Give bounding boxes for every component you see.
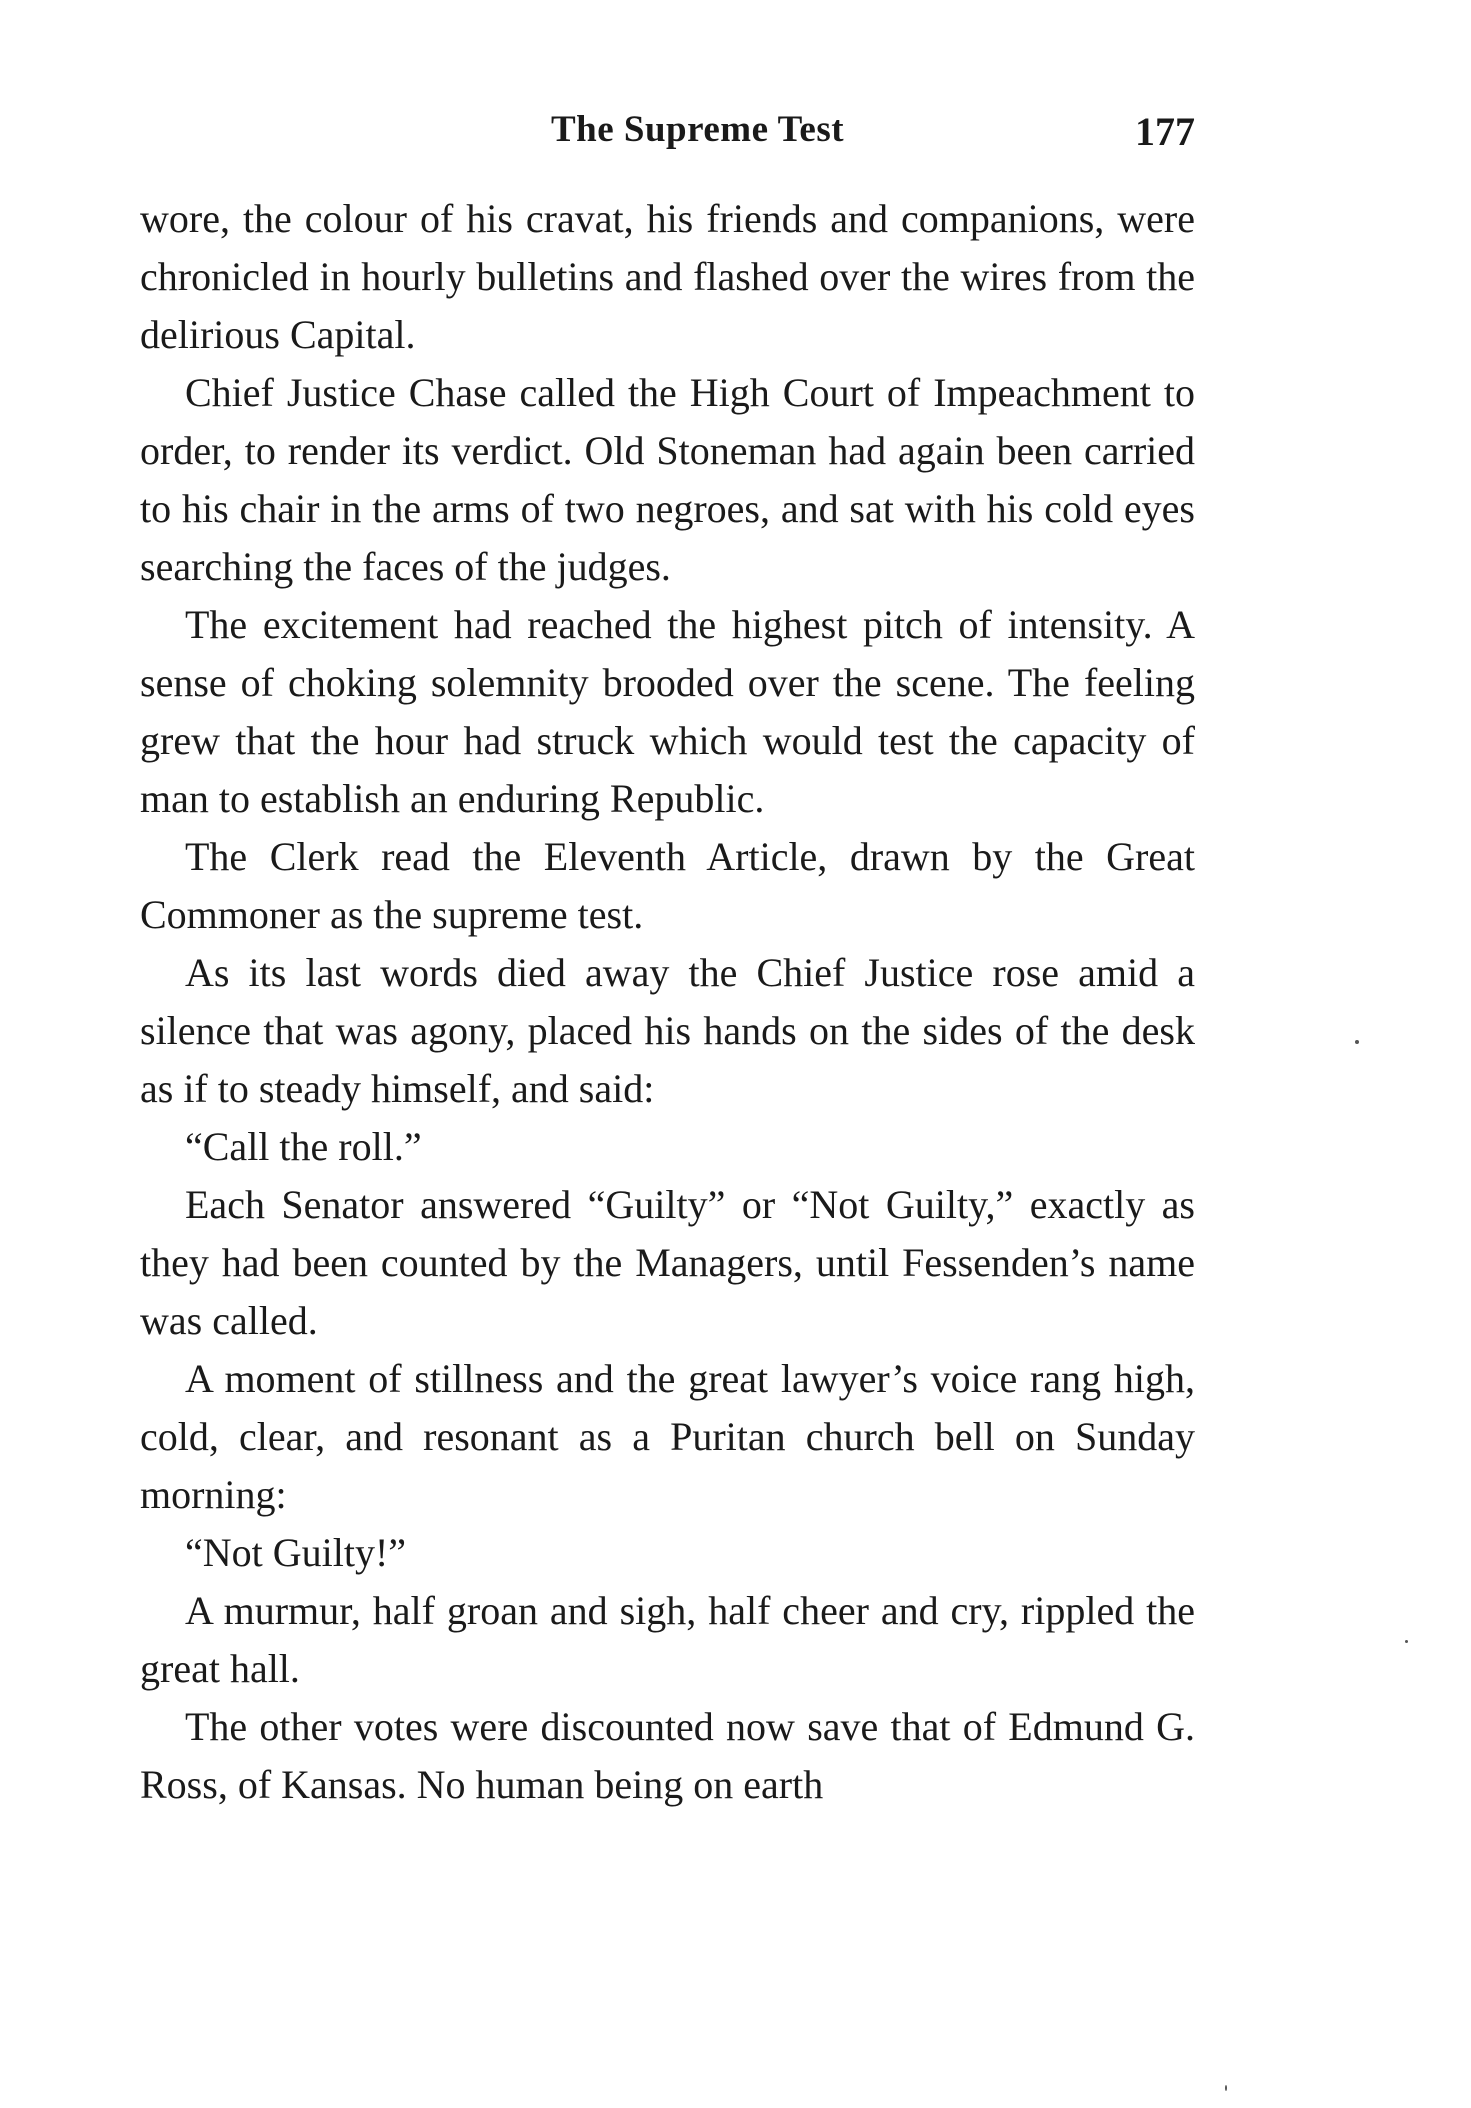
scan-speck bbox=[1355, 1040, 1359, 1044]
paragraph: The other votes were discounted now save that of Edmund G. Ross, of Kansas. No human being on earth bbox=[140, 1704, 1195, 1807]
paragraph: The excitement had reached the highest pitch of intensity. A sense of choking solemnity brooded over the scene. The feeling grew that the hour had struck which would test the capacity of man to establish an enduring Republic. bbox=[140, 602, 1195, 821]
paragraph: A murmur, half groan and sigh, half cheer and cry, rippled the great hall. bbox=[140, 1588, 1195, 1691]
page-number: 177 bbox=[1135, 109, 1195, 154]
paragraph: As its last words died away the Chief Justice rose amid a silence that was agony, placed his hands on the sides of the desk as if to steady himself, and said: bbox=[140, 950, 1195, 1111]
body-text bbox=[140, 190, 1195, 1814]
running-title: The Supreme Test bbox=[550, 109, 845, 150]
page-header bbox=[140, 108, 1195, 158]
paragraph-quote: “Call the roll.” bbox=[185, 1124, 422, 1169]
paragraph: Chief Justice Chase called the High Court of Impeachment to order, to render its verdict. Old Stoneman had again been carried to his chair in the arms of two negroes, and sat with his cold eyes searching the faces of the judges. bbox=[140, 370, 1195, 589]
scan-speck bbox=[1405, 1640, 1408, 1643]
paragraph-continued: wore, the colour of his cravat, his friends and companions, were chronicled in hourly bulletins and flashed over the wires from the delirious Capital. bbox=[140, 196, 1195, 357]
paragraph-quote: “Not Guilty!” bbox=[185, 1530, 407, 1575]
scan-speck bbox=[1225, 2085, 1227, 2091]
paragraph: A moment of stillness and the great lawyer’s voice rang high, cold, clear, and resonant as a Puritan church bell on Sunday morning: bbox=[140, 1356, 1195, 1517]
paragraph: The Clerk read the Eleventh Article, drawn by the Great Commoner as the supreme test. bbox=[140, 834, 1195, 937]
paragraph: Each Senator answered “Guilty” or “Not Guilty,” exactly as they had been counted by the Managers, until Fessenden’s name was called. bbox=[140, 1182, 1195, 1343]
